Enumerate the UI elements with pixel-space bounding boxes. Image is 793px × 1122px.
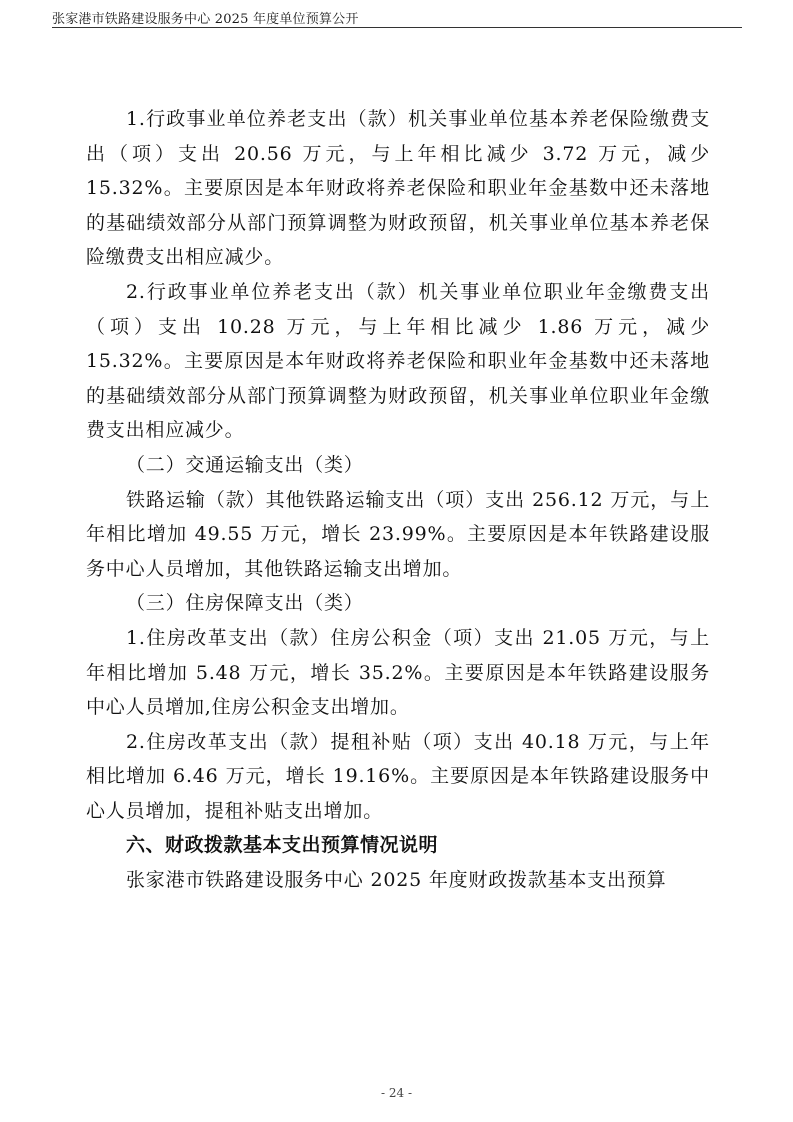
section-heading-basic-expenditure: 六、财政拨款基本支出预算情况说明 [126, 834, 439, 857]
paragraph-basic-expenditure-intro: 张家港市铁路建设服务中心 2025 年度财政拨款基本支出预算 [126, 869, 667, 892]
running-header: 张家港市铁路建设服务中心 2025 年度单位预算公开 [52, 12, 359, 27]
paragraph-pension-basic-insurance: 1.行政事业单位养老支出（款）机关事业单位基本养老保险缴费支出（项）支出 20.56 万元，与上年相比减少 3.72 万元，减少 15.32%。主要原因是本年财政将养老保险和职业年金基数中还未落地的基础绩效部分从部门预算调整为财政预留，机关事业单位基本养老保险缴费支出相应减少。 [86, 108, 710, 269]
header-divider [52, 27, 742, 28]
document-body [86, 102, 710, 898]
paragraph-pension-occupational-annuity: 2.行政事业单位养老支出（款）机关事业单位职业年金缴费支出（项）支出 10.28 万元，与上年相比减少 1.86 万元，减少 15.32%。主要原因是本年财政将养老保险和职业年金基数中还未落地的基础绩效部分从部门预算调整为财政预留，机关事业单位职业年金缴费支出相应减少。 [86, 280, 710, 442]
paragraph-housing-provident-fund: 1.住房改革支出（款）住房公积金（项）支出 21.05 万元，与上年相比增加 5.48 万元，增长 35.2%。主要原因是本年铁路建设服务中心人员增加,住房公积金支出增加。 [86, 626, 710, 719]
paragraph-railway-transport: 铁路运输（款）其他铁路运输支出（项）支出 256.12 万元，与上年相比增加 49.55 万元，增长 23.99%。主要原因是本年铁路建设服务中心人员增加，其他铁路运输支出增加。 [86, 488, 710, 580]
paragraph-rent-subsidy: 2.住房改革支出（款）提租补贴（项）支出 40.18 万元，与上年相比增加 6.46 万元，增长 19.16%。主要原因是本年铁路建设服务中心人员增加，提租补贴支出增加。 [86, 730, 710, 822]
subheading-housing-security: （三）住房保障支出（类） [126, 592, 364, 615]
page-number: - 24 - [380, 1086, 412, 1100]
subheading-transportation: （二）交通运输支出（类） [126, 453, 364, 476]
